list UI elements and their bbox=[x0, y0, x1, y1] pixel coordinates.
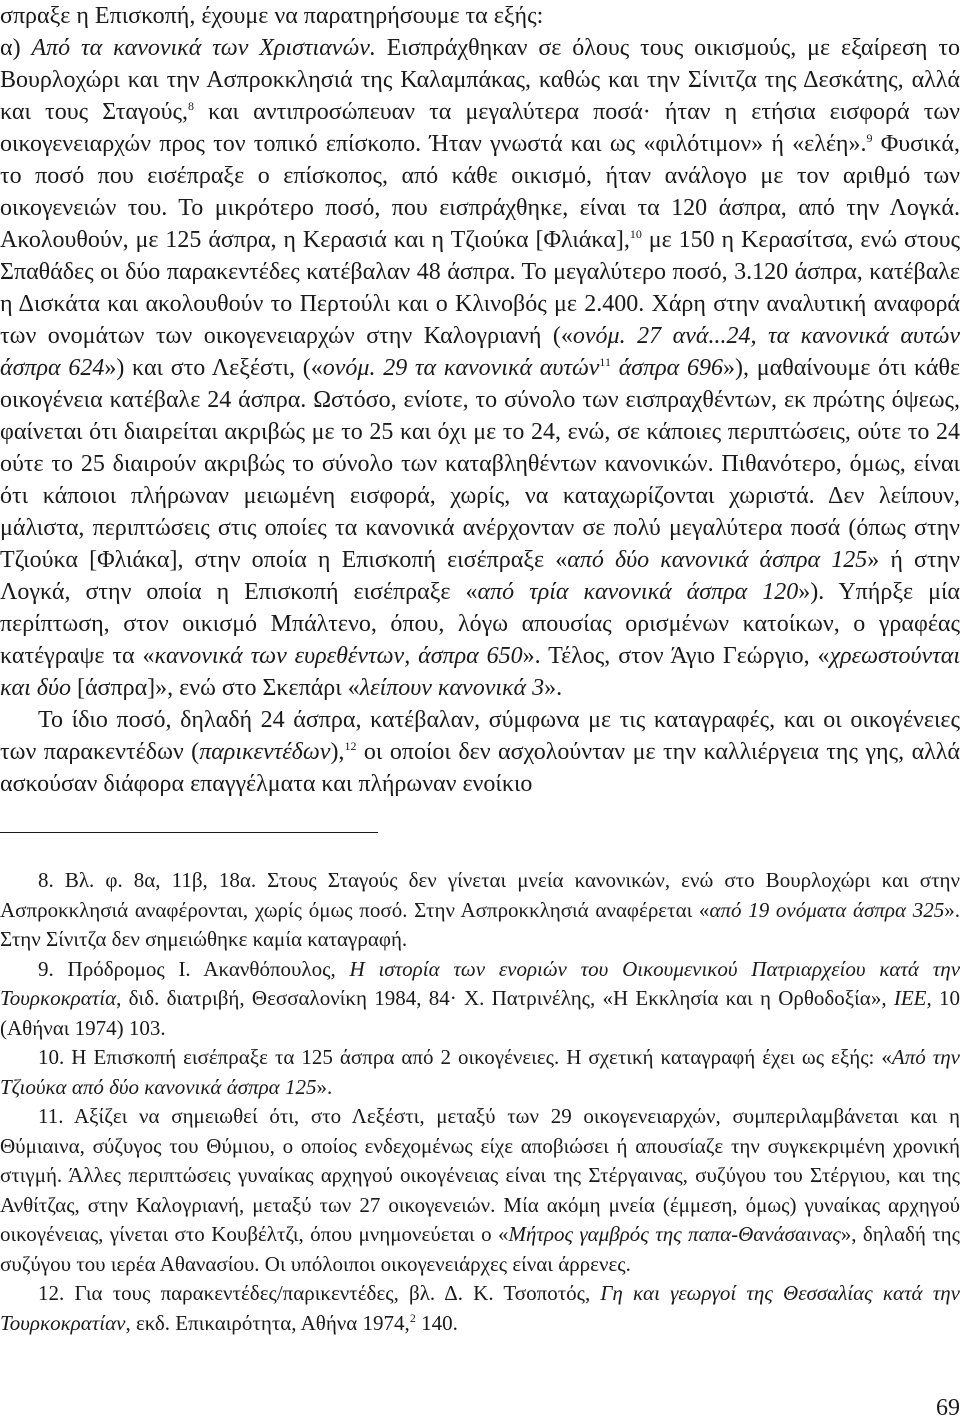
paragraph-2 bbox=[0, 704, 960, 800]
text-run: , 10 (Αθήναι 1974) 103. bbox=[0, 986, 960, 1040]
footnote-10 bbox=[0, 1043, 960, 1102]
footnote-ref: 9 bbox=[866, 131, 873, 145]
italic-run: ονόμ. 29 τα κανονικά αυτών bbox=[322, 355, 600, 381]
italic-run: ΙΕΕ bbox=[893, 986, 927, 1010]
text-run: οι οποίοι δεν ασχολούνταν με την καλλιέργεια της γης, αλλά ασκούσαν διάφορα επαγγέλματα και πλήρωναν ενοίκιο bbox=[0, 739, 960, 797]
text-run: 12. Για τους παρακεντέδες/παρικεντέδες, βλ. Δ. Κ. Τσοποτός, bbox=[38, 1281, 601, 1305]
text-run: »). Υπήρξε μία περίπτωση, στον οικισμό Μπάλτενο, όπου, λόγω απουσίας ορισμένων κατοίκων, ο γραφέας κατέγραψε τα « bbox=[0, 579, 960, 669]
text-run: α) bbox=[0, 35, 32, 61]
footnotes bbox=[0, 866, 960, 1338]
text-run: 8. Βλ. φ. 8α, 11β, 18α. Στους Σταγούς δεν γίνεται μνεία κανονικών, ενώ στο Βουρλοχώρι και στην Ασπροκκλησιά αναφέρονται, χωρίς όμως ποσό. Στην Ασπροκκλησιά αναφέρεται « bbox=[0, 868, 960, 922]
text-run: 140. bbox=[415, 1310, 458, 1335]
footnote-9 bbox=[0, 955, 960, 1044]
page-number: 69 bbox=[936, 1395, 960, 1421]
footnote-separator bbox=[0, 832, 378, 833]
text-run: και αντιπροσώπευαν τα μεγαλύτερα ποσά· ήταν η ετήσια εισφορά των οικογενειαρχών προς τον τοπικό επίσκοπο. Ήταν γνωστά και ως «φιλότιμον» ή «ελέη». bbox=[0, 99, 960, 157]
footnote-ref: 10 bbox=[629, 227, 642, 241]
italic-run: λείπουν κανονικά 3 bbox=[359, 675, 545, 701]
footnote-8 bbox=[0, 866, 960, 955]
text-run: »), μαθαίνουμε ότι κάθε οικογένεια κατέβαλε 24 άσπρα. Ωστόσο, ενίοτε, το σύνολο των εισπραχθέντων, εκ πρώτης όψεως, φαίνεται ότι διαιρείται ακριβώς με το 25 και όχι με το 24, ενώ, σε κάποιες περιπτώσεις, ούτε το 24 ούτε το 25 διαιρούν ακριβώς το σύνολο των καταβληθέντων κανονικών. Πιθανότερο, όμως, είναι ότι κάποιοι πλήρωναν μειωμένη εισφορά, χωρίς, να καταχωρίζονται χωριστά. Δεν λείπουν, μάλιστα, περιπτώσεις στις οποίες τα κανονικά ανέρχονταν σε πολύ μεγαλύτερα ποσά (όπως στην Τζιούκα [Φλιάκα], στην οποία η Επισκοπή εισέπραξε « bbox=[0, 355, 960, 573]
text-run: Εισπράχθηκαν σε όλους τους οικισμούς, με εξαίρεση το Βουρλοχώρι και την Ασπροκκλησιά της Καλαμπάκας, καθώς και την Σίνιτζα της Δεσκάτης, αλλά και τους Σταγούς, bbox=[0, 35, 960, 125]
text-run: ». bbox=[544, 675, 563, 701]
text-run: » ή στην Λογκά, στην οποία η Επισκοπή εισέπραξε « bbox=[0, 547, 960, 605]
italic-run: άσπρα 696 bbox=[610, 355, 724, 381]
italic-run: παρικεντέδων bbox=[199, 739, 331, 765]
paragraph-1 bbox=[0, 0, 960, 704]
text-run: 9. Πρόδρομος Ι. Ακανθόπουλος, bbox=[38, 956, 350, 981]
italic-run: από 19 ονόματα άσπρα 325 bbox=[709, 897, 945, 922]
footnote-ref: 2 bbox=[409, 1310, 416, 1325]
italic-run: Μήτρος γαμβρός της παπα-Θανάσαινας bbox=[508, 1222, 841, 1246]
text-run: Φυσικά, το ποσό που εισέπραξε ο επίσκοπος, από κάθε οικισμό, ήταν ανάλογο με τον αριθμό των οικογενειών του. Το μικρότερο ποσό, που εισπράχθηκε, είναι τα 120 άσπρα, από την Λογκά. Ακολουθούν, με 125 άσπρα, η Κερασιά και η Τζιούκα [Φλιάκα], bbox=[0, 131, 960, 253]
footnote-12 bbox=[0, 1279, 960, 1338]
italic-run: από δύο κανονικά άσπρα 125 bbox=[567, 547, 868, 573]
italic-run: χρεωστούνται και δύο bbox=[0, 643, 960, 701]
text-run: σπραξε η Επισκοπή, έχουμε να παρατηρήσουμε τα εξής: bbox=[0, 3, 544, 29]
text-run: ») και στο Λεξέστι, (« bbox=[104, 355, 323, 381]
text-run: ), bbox=[330, 739, 345, 765]
text-run: ». Στην Σίνιτζα δεν σημειώθηκε καμία καταγραφή. bbox=[0, 897, 960, 951]
footnote-ref: 11 bbox=[599, 355, 611, 369]
italic-run: Γη και γεωργοί της Θεσσαλίας κατά την Τουρκοκρατίαν bbox=[0, 1281, 960, 1335]
italic-run: ονόμ. 27 ανά...24, τα κανονικά αυτών άσπρα 624 bbox=[0, 323, 960, 381]
text-run: Το ίδιο ποσό, δηλαδή 24 άσπρα, κατέβαλαν, σύμφωνα με τις καταγραφές, και οι οικογένειες των παρακεντέδων ( bbox=[0, 707, 960, 765]
text-run: », δηλαδή της συζύγου του ιερέα Αθανασίου. Οι υπόλοιποι οικογενειάρχες είναι άρρενες. bbox=[0, 1222, 960, 1276]
text-run: 10. Η Επισκοπή εισέπραξε τα 125 άσπρα από 2 οικογένειες. Η σχετική καταγραφή έχει ως εξής: « bbox=[38, 1045, 892, 1069]
italic-run: κανονικά των ευρεθέντων, άσπρα 650 bbox=[154, 643, 523, 669]
text-run: ». Τέλος, στον Άγιο Γεώργιο, « bbox=[522, 643, 830, 669]
italic-run: Από την Τζιούκα από δύο κανονικά άσπρα 125 bbox=[0, 1045, 960, 1099]
text-run: , εκδ. Επικαιρότητα, Αθήνα 1974, bbox=[125, 1310, 410, 1335]
footnote-11 bbox=[0, 1102, 960, 1279]
footnote-ref: 12 bbox=[344, 739, 357, 753]
text-run: [άσπρα]», ενώ στο Σκεπάρι « bbox=[70, 675, 360, 701]
text-run: ». bbox=[316, 1074, 333, 1099]
text-run: με 150 η Κερασίτσα, ενώ στους Σπαθάδες οι δύο παρακεντέδες κατέβαλαν 48 άσπρα. Το μεγαλύτερο ποσό, 3.120 άσπρα, κατέβαλε η Δισκάτα και ακολουθούν το Περτούλι και ο Κλινοβός με 2.400. Χάρη στην αναλυτική αναφορά των ονομάτων των οικογενειαρχών στην Καλογριανή (« bbox=[0, 227, 960, 349]
text-run: 11. Αξίζει να σημειωθεί ότι, στο Λεξέστι, μεταξύ των 29 οικογενειαρχών, συμπεριλαμβάνεται και η Θύμιαινα, σύζυγος του Θύμιου, ο οποίος ενδεχομένως είχε αποβιώσει ή απουσίαζε την συγκεκριμένη χρονική στιγμή. Άλλες περιπτώσεις γυναίκας αρχηγού οικογένειας είναι της Στέργαινας, συζύγου του Στέργιου, και της Ανθίτζας, στην Καλογριανή, μεταξύ των 27 οικογενειών. Μία ακόμη μνεία (έμμεση, όμως) γυναίκας αρχηγού οικογένειας, γίνεται στο Κουβέλτζι, όπου μνημονεύεται ο « bbox=[0, 1104, 960, 1246]
italic-run: από τρία κανονικά άσπρα 120 bbox=[477, 579, 799, 605]
footnote-ref: 8 bbox=[187, 99, 194, 113]
italic-run: Η ιστορία των ενοριών του Οικουμενικού Πατριαρχείου κατά την Τουρκοκρατία bbox=[0, 956, 960, 1010]
italic-run: Από τα κανονικά των Χριστιανών. bbox=[31, 35, 376, 61]
text-run: , διδ. διατριβή, Θεσσαλονίκη 1984, 84· Χ. Πατρινέλης, «Η Εκκλησία και η Ορθοδοξία», bbox=[116, 986, 894, 1010]
